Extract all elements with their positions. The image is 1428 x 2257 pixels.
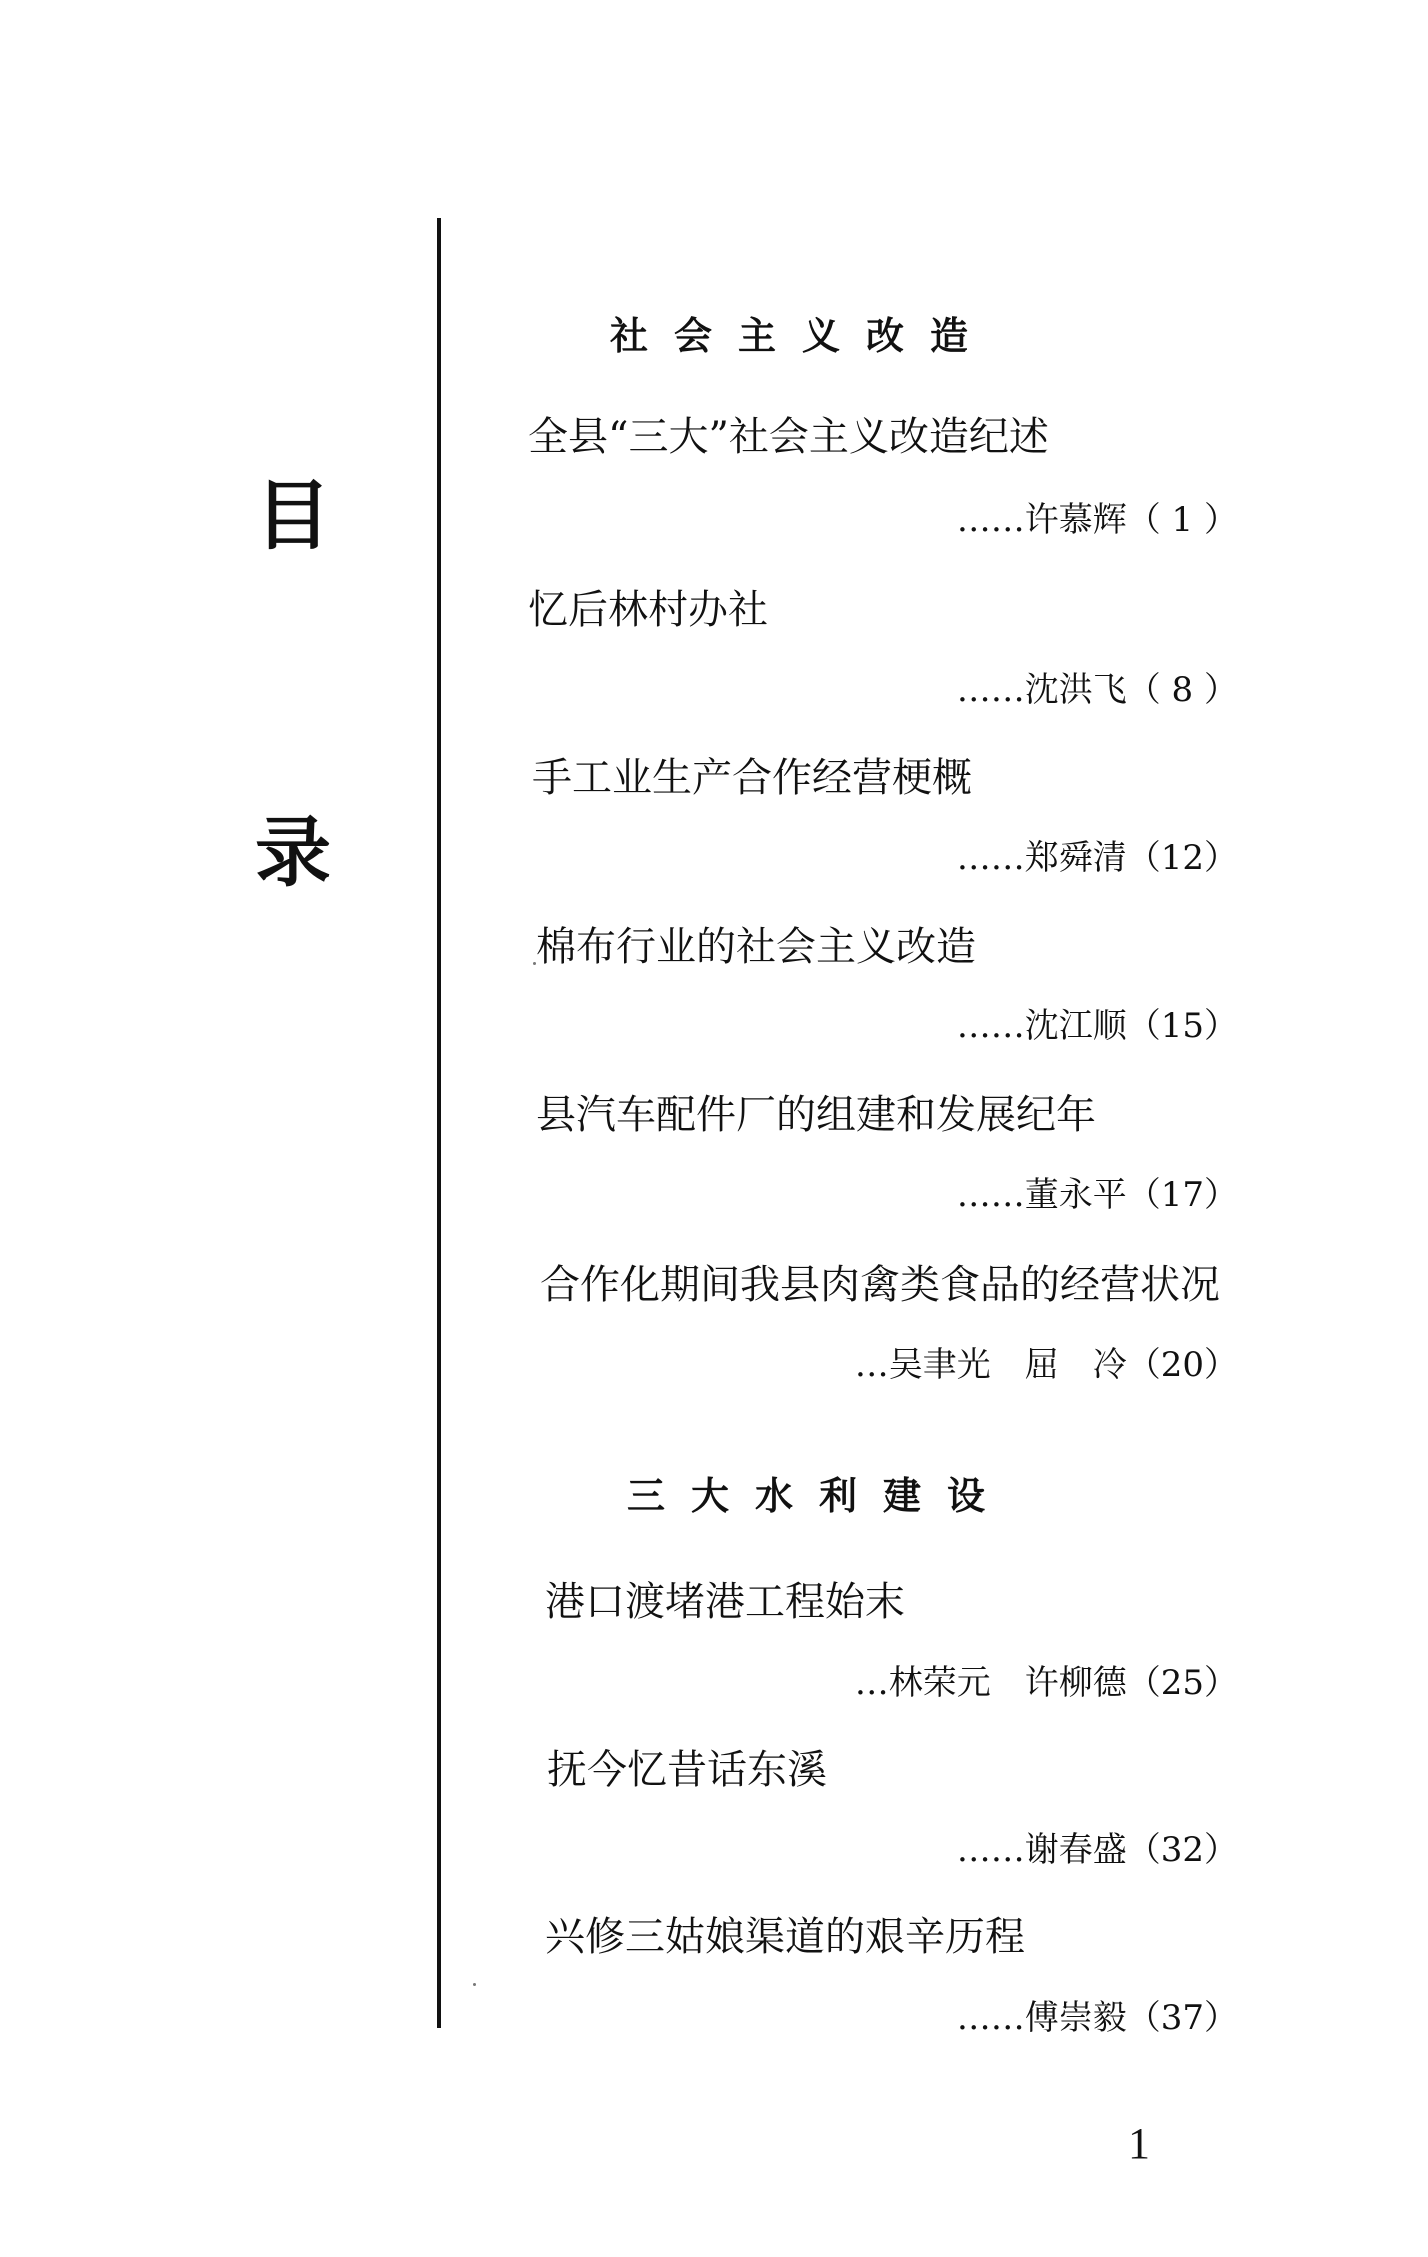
- toc-entry-author: ……谢春盛（32）: [956, 1830, 1238, 1870]
- page-title-char-mu: 目: [255, 471, 331, 560]
- toc-entry-author: ……郑舜清（12）: [956, 838, 1238, 878]
- toc-entry-author: ……沈洪飞（ 8 ）: [956, 670, 1238, 710]
- page-title-char-lu: 录: [255, 808, 331, 897]
- section-heading-water-conservancy: 三大水利建设: [627, 1474, 1012, 1518]
- toc-entry-author: …林荣元 许柳德（25）: [854, 1663, 1238, 1703]
- vertical-divider: [437, 218, 441, 2028]
- toc-entry-title: 忆后林村办社: [528, 587, 768, 633]
- toc-entry-author: …吴聿光 屈 冷（20）: [854, 1345, 1238, 1385]
- toc-entry-title: 合作化期间我县肉禽类食品的经营状况: [540, 1262, 1220, 1308]
- toc-entry-author: ……傅崇毅（37）: [956, 1998, 1238, 2038]
- toc-entry-title: 手工业生产合作经营梗概: [532, 755, 972, 801]
- scan-speck: [533, 962, 536, 965]
- toc-entry-title: 港口渡堵港工程始末: [545, 1579, 905, 1625]
- toc-entry-title: 棉布行业的社会主义改造: [536, 924, 976, 970]
- toc-entry-author: ……沈江顺（15）: [956, 1006, 1238, 1046]
- toc-entry-author: ……董永平（17）: [956, 1175, 1238, 1215]
- toc-entry-title: 抚今忆昔话东溪: [547, 1747, 827, 1793]
- toc-entry-title: 县汽车配件厂的组建和发展纪年: [536, 1092, 1096, 1138]
- scan-speck: [473, 1983, 476, 1986]
- toc-entry-title: 全县“三大”社会主义改造纪述: [528, 414, 1049, 460]
- section-heading-socialist-transformation: 社会主义改造: [610, 314, 995, 358]
- toc-entry-title: 兴修三姑娘渠道的艰辛历程: [545, 1914, 1025, 1960]
- toc-entry-author: ……许慕辉（ 1 ）: [956, 500, 1238, 540]
- page-number: 1: [1128, 2119, 1150, 2168]
